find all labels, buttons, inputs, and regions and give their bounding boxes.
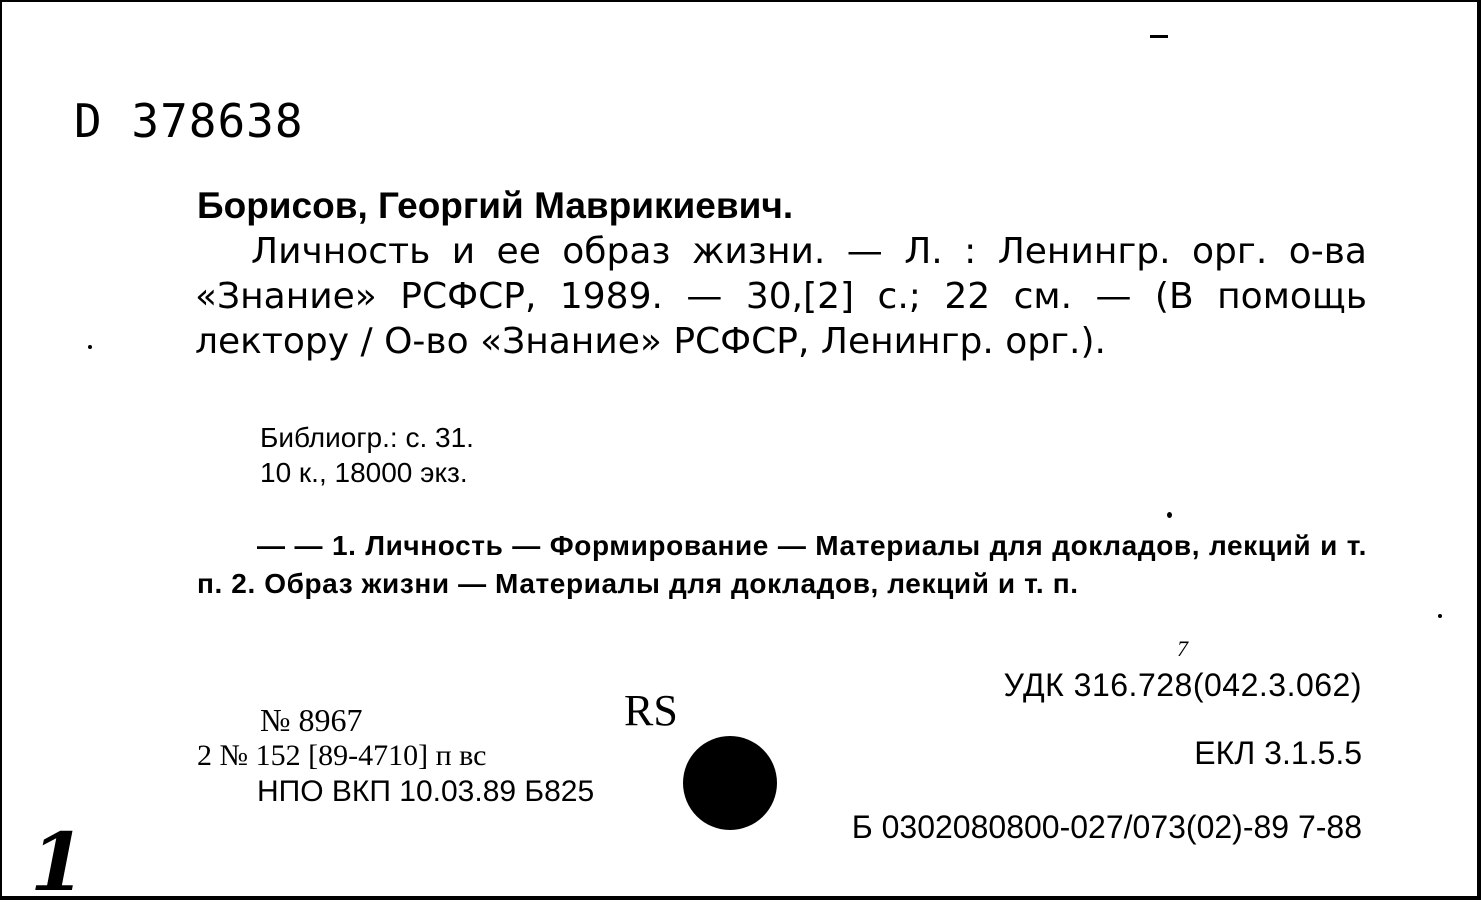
author-heading: Борисов, Георгий Маврикиевич.: [197, 185, 794, 226]
punch-hole-dot: [683, 736, 777, 830]
udk-index: УДК 316.728(042.3.062): [1003, 667, 1362, 703]
handwritten-number: 1: [30, 815, 86, 909]
scan-speck: [1438, 614, 1442, 618]
price-copies-note: 10 к., 18000 экз.: [260, 457, 468, 488]
print-line: 2 № 152 [89-4710] п вс: [197, 739, 487, 772]
subject-headings: — — 1. Личность — Формирование — Материалы для докладов, лекций и т. п. 2. Образ жизни — Материалы для докладов, лекций и т. п.: [197, 530, 1367, 599]
ekl-index: ЕКЛ 3.1.5.5: [1194, 735, 1362, 771]
bibliography-note: Библиогр.: с. 31.: [260, 422, 474, 453]
call-number: D 378638: [74, 94, 304, 148]
scan-speck: [1167, 512, 1172, 518]
publisher-line: НПО ВКП 10.03.89 Б825: [257, 775, 595, 808]
scan-speck: [88, 345, 92, 349]
bibliographic-description: Личность и ее образ жизни. — Л. : Ленингр. орг. о-ва «Знание» РСФСР, 1989. — 30,[2] с.; 22 см. — (В помощь лектору / О-во «Знание» РСФСР, Ленингр. орг.).: [195, 231, 1367, 362]
rs-stamp: RS: [624, 686, 678, 735]
order-number: № 8967: [260, 702, 363, 738]
scan-speck: [1150, 35, 1168, 38]
b-number: Б 0302080800-027/073(02)-89 7-88: [851, 809, 1362, 845]
handwritten-superscript: 7: [1177, 636, 1188, 661]
